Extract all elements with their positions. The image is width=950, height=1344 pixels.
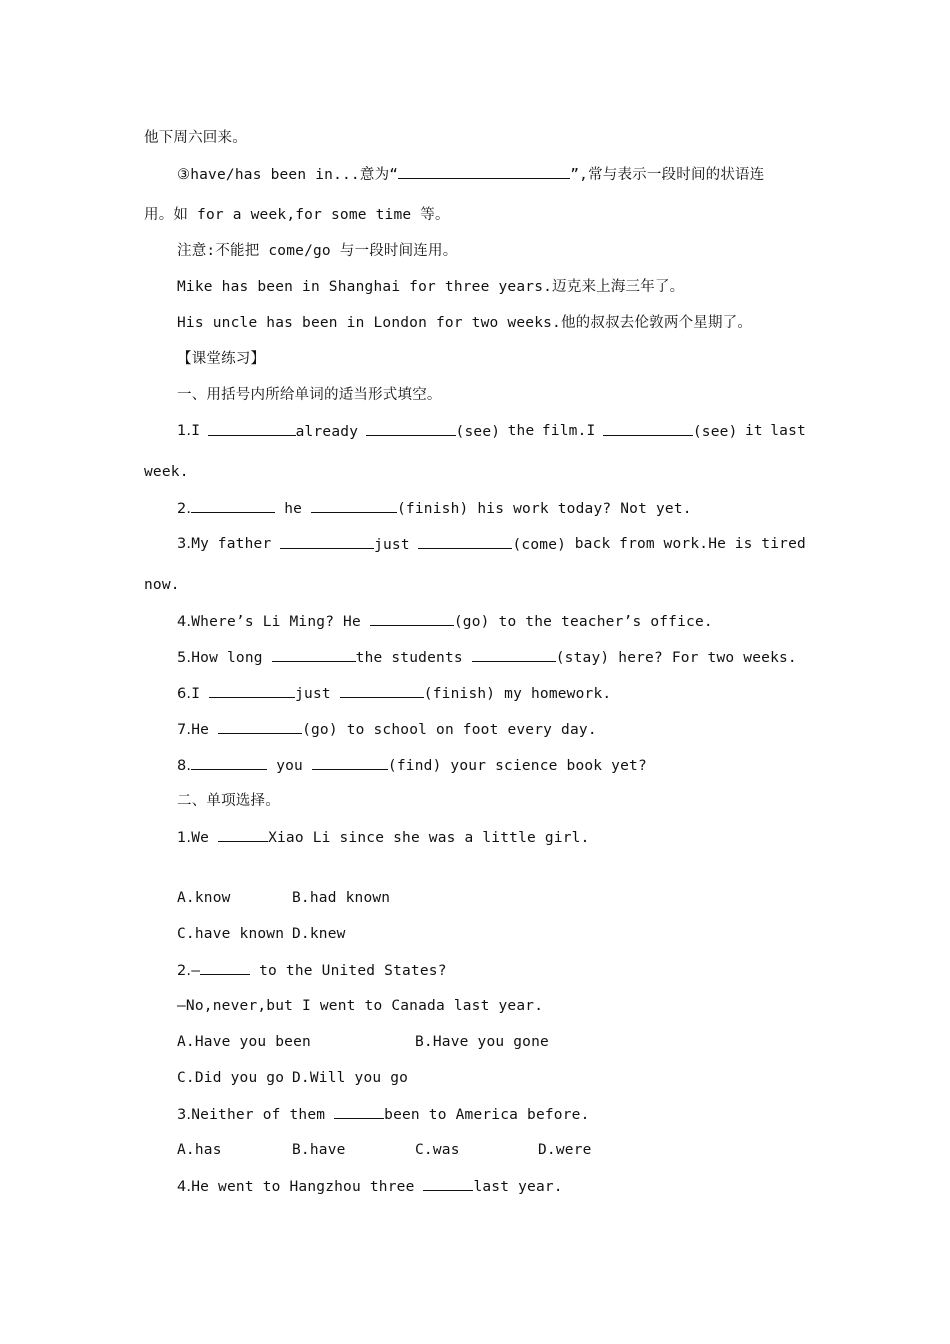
p2-q3-options [177,1140,592,1160]
answer-blank[interactable] [366,421,456,436]
q-number: 4. [177,614,192,630]
option-d[interactable]: D.were [538,1142,592,1158]
q-text: (find) your science book yet? [387,758,647,774]
intro-line-4: Mike has been in Shanghai for three years.迈克来上海三年了。 [177,279,685,295]
p2-question-2 [177,960,447,981]
q-text: Xiao Li since she was a little girl. [268,830,590,846]
q-text: (come) [512,537,567,553]
answer-blank[interactable] [472,647,556,662]
answer-blank[interactable] [603,421,693,436]
p1-question-1 [177,421,806,442]
q-text: tired [761,536,806,552]
q-number: 8. [177,758,192,774]
answer-blank[interactable] [209,683,295,698]
answer-blank[interactable] [200,960,250,975]
answer-blank[interactable] [191,755,267,770]
q-text: Where’s Li Ming? He [191,614,361,630]
q-text: last year. [473,1179,563,1195]
p1-question-7 [177,719,597,740]
q-text: (stay) here? For two weeks. [555,650,797,666]
p2-q2-options-row-2 [177,1068,408,1088]
p1-question-6 [177,683,611,704]
q-text: (finish) my homework. [423,686,612,702]
option-c[interactable]: C.Did you go [177,1070,285,1086]
intro-line-3: 注意:不能把 come/go 与一段时间连用。 [177,243,458,259]
q-text: (go) to the teacher’s office. [453,614,713,630]
option-b[interactable]: B.had known [292,890,391,906]
p2-question-3 [177,1104,590,1125]
part1-heading: 一、用括号内所给单词的适当形式填空。 [177,387,442,403]
q-text: (see) [692,424,738,440]
q-number: 5. [177,650,192,666]
q-text: He [191,722,210,738]
option-b[interactable]: B.have [292,1142,346,1158]
p1-question-1-cont: week. [144,464,189,480]
answer-blank[interactable] [191,498,275,513]
part2-heading: 二、单项选择。 [177,793,280,809]
answer-blank[interactable] [311,498,397,513]
p2-q1-options-row-1 [177,888,390,908]
q-text: — [191,963,201,979]
meaning-blank[interactable] [398,164,570,179]
q-text: I [191,686,201,702]
q-number: 2. [177,501,192,517]
answer-blank[interactable] [218,827,268,842]
option-a[interactable]: A.know [177,890,231,906]
q-text: He went to Hangzhou three [191,1179,415,1195]
p2-q2-options-row-1 [177,1032,549,1052]
q-text: back [574,536,611,552]
q-text: been to America before. [384,1107,590,1123]
answer-blank[interactable] [218,719,302,734]
q-number: 4. [177,1179,192,1195]
intro-line-0: 他下周六回来。 [144,130,247,146]
q-number: 1. [177,830,192,846]
option-d[interactable]: D.Will you go [292,1070,409,1086]
answer-blank[interactable] [423,1176,473,1191]
q-text: he [284,501,303,517]
q-text: film.I [541,423,596,439]
p1-question-3 [177,534,806,555]
q-text: already [295,424,359,440]
p2-q2-reply: —No,never,but I went to Canada last year. [177,998,544,1014]
p1-question-2 [177,498,692,519]
q-number: 3. [177,1107,192,1123]
q-text: the [507,423,535,439]
q-text: last [770,423,806,439]
q-number: 6. [177,686,192,702]
intro-line-2: 用。如 for a week,for some time 等。 [144,207,450,223]
option-d[interactable]: D.knew [292,926,346,942]
q-text: My [191,536,210,552]
p1-question-5 [177,647,797,668]
p1-question-4 [177,611,713,632]
q-text: Neither of them [191,1107,326,1123]
q-text: (go) to school on foot every day. [302,722,597,738]
p1-question-8 [177,755,647,776]
answer-blank[interactable] [334,1104,384,1119]
answer-blank[interactable] [208,421,296,436]
q-text: (finish) his work today? Not yet. [397,501,692,517]
q-text: just [295,686,331,702]
q-text: you [276,758,303,774]
q-number: 3. [177,536,192,552]
intro-line-5: His uncle has been in London for two weeks.他的叔叔去伦敦两个星期了。 [177,315,753,331]
p2-q1-options-row-2 [177,924,346,944]
answer-blank[interactable] [370,611,454,626]
q-number: 1. [177,423,192,439]
p1-question-3-cont: now. [144,577,180,593]
q-text: I [191,423,201,439]
q-text: We [191,830,210,846]
q-text: the students [355,650,463,666]
q-number: 2. [177,963,192,979]
option-c[interactable]: C.have known [177,926,285,942]
p2-question-1 [177,827,590,848]
q-text: father [217,536,272,552]
section-title: 【课堂练习】 [177,351,266,367]
p2-question-4 [177,1176,563,1197]
q-text: just [374,537,410,553]
option-c[interactable]: C.was [415,1142,460,1158]
q-number: 7. [177,722,192,738]
option-b[interactable]: B.Have you gone [415,1034,549,1050]
intro-line-1 [177,164,764,185]
q-text: to the United States? [259,963,447,979]
answer-blank[interactable] [340,683,424,698]
answer-blank[interactable] [418,534,512,549]
intro-line-1-b: ”,常与表示一段时间的状语连 [570,167,765,183]
answer-blank[interactable] [280,534,374,549]
option-a[interactable]: A.has [177,1142,222,1158]
intro-line-1-a: ③have/has been in...意为“ [177,167,399,183]
answer-blank[interactable] [312,755,388,770]
option-a[interactable]: A.Have you been [177,1034,311,1050]
q-text: (see) [455,424,501,440]
q-text: from [619,536,655,552]
q-text: it [744,423,763,439]
q-text: How long [191,650,263,666]
answer-blank[interactable] [272,647,356,662]
q-text: is [734,536,753,552]
q-text: work.He [663,536,727,552]
